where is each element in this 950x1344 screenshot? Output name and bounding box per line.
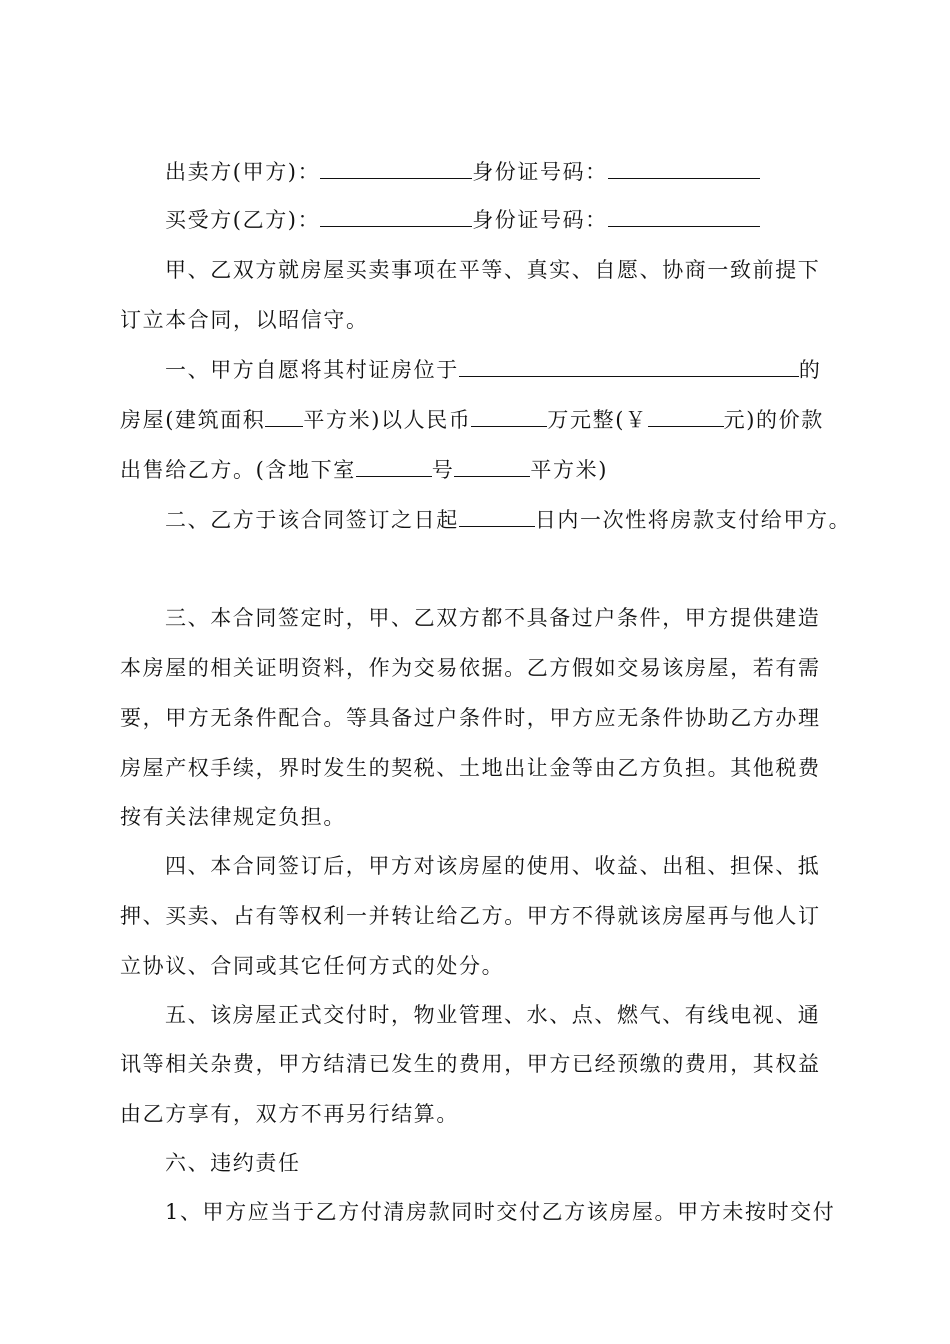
price-yuan-label: 万元整(￥ xyxy=(547,408,648,432)
buyer-id-blank xyxy=(608,204,760,227)
area-blank xyxy=(265,404,303,427)
buyer-label: 买受方(乙方)： xyxy=(165,208,321,232)
clause-3-line-4: 房屋产权手续，界时发生的契税、土地出让金等由乙方负担。其他税费 xyxy=(120,756,821,780)
basement-area-label: 平方米) xyxy=(530,458,608,482)
location-blank xyxy=(459,354,799,377)
clause-1-line-3 xyxy=(120,450,840,490)
seller-name-blank xyxy=(320,156,472,179)
clause-3-line-3: 要，甲方无条件配合。等具备过户条件时，甲方应无条件协助乙方办理 xyxy=(120,706,821,730)
intro-line-2: 订立本合同，以昭信守。 xyxy=(120,308,369,332)
price-label: 平方米)以人民币 xyxy=(303,408,472,432)
clause-3-line-5: 按有关法律规定负担。 xyxy=(120,805,346,829)
clause-6-item-1: 1、甲方应当于乙方付清房款同时交付乙方该房屋。甲方未按时交付 xyxy=(165,1200,836,1224)
clause-2 xyxy=(165,500,865,540)
clause-5-line-3: 由乙方享有，双方不再另行结算。 xyxy=(120,1102,459,1126)
intro-line-1: 甲、乙双方就房屋买卖事项在平等、真实、自愿、协商一致前提下 xyxy=(165,258,821,282)
basement-no-label: 号 xyxy=(431,458,455,482)
clause-3-line-1: 三、本合同签定时，甲、乙双方都不具备过户条件，甲方提供建造 xyxy=(165,606,821,630)
clause-1-line-2 xyxy=(120,400,840,440)
price-wan-blank xyxy=(471,404,547,427)
clause-1-text-a: 一、甲方自愿将其村证房位于 xyxy=(165,358,459,382)
clause-2-text-b: 日内一次性将房款支付给甲方。 xyxy=(534,508,852,532)
clause-2-text-a: 二、乙方于该合同签订之日起 xyxy=(165,508,459,532)
clause-4-line-2: 押、买卖、占有等权利一并转让给乙方。甲方不得就该房屋再与他人订 xyxy=(120,904,821,928)
basement-label: 出售给乙方。(含地下室 xyxy=(120,458,356,482)
basement-area-blank xyxy=(454,454,530,477)
clause-4-line-3: 立协议、合同或其它任何方式的处分。 xyxy=(120,954,505,978)
clause-5-line-2: 讯等相关杂费，甲方结清已发生的费用，甲方已经预缴的费用，其权益 xyxy=(120,1052,821,1076)
buyer-line xyxy=(165,200,865,240)
clause-4-line-1: 四、本合同签订后，甲方对该房屋的使用、收益、出租、担保、抵 xyxy=(165,854,821,878)
clause-1-line-1 xyxy=(165,350,865,390)
buyer-name-blank xyxy=(320,204,472,227)
clause-3-line-2: 本房屋的相关证明资料，作为交易依据。乙方假如交易该房屋，若有需 xyxy=(120,656,821,680)
seller-line xyxy=(165,152,865,192)
payment-days-blank xyxy=(459,504,535,527)
seller-id-label: 身份证号码： xyxy=(472,160,608,184)
clause-6-title: 六、违约责任 xyxy=(165,1151,301,1175)
price-yuan-blank xyxy=(648,404,724,427)
seller-id-blank xyxy=(608,156,760,179)
basement-no-blank xyxy=(356,454,432,477)
buyer-id-label: 身份证号码： xyxy=(472,208,608,232)
clause-5-line-1: 五、该房屋正式交付时，物业管理、水、点、燃气、有线电视、通 xyxy=(165,1003,821,1027)
seller-label: 出卖方(甲方)： xyxy=(165,160,321,184)
price-suffix: 元)的价款 xyxy=(723,408,824,432)
area-label: 房屋(建筑面积 xyxy=(120,408,266,432)
clause-1-text-b: 的 xyxy=(798,358,822,382)
